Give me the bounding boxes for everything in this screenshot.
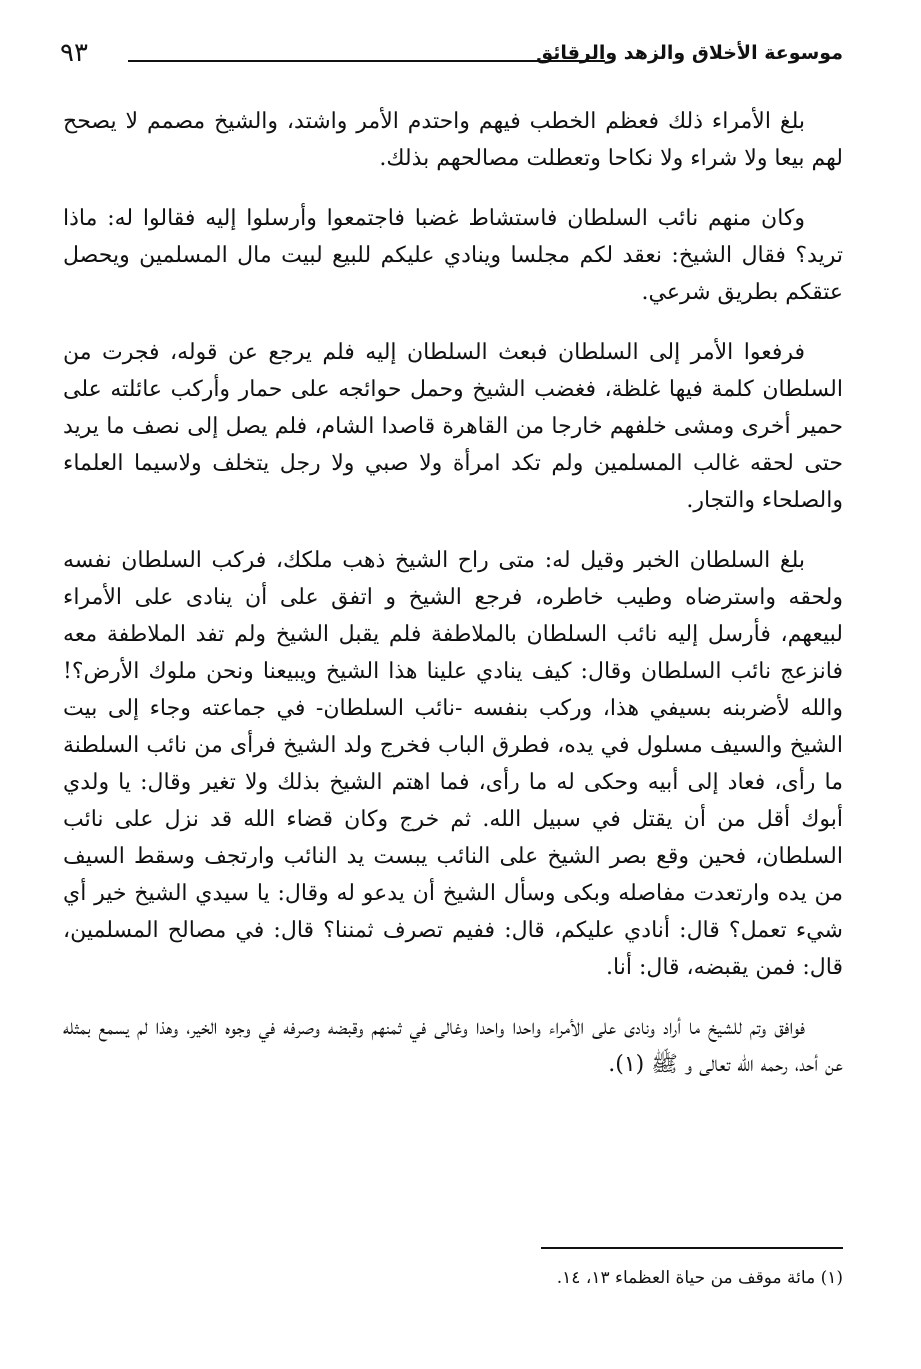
book-title: موسوعة الأخلاق والزهد والرقائق — [536, 42, 843, 64]
header-divider — [128, 60, 605, 62]
paragraph: فرفعوا الأمر إلى السلطان فبعث السلطان إليه فلم يرجع عن قوله، فجرت من السلطان كلمة فيها غلظة، فغضب الشيخ وحمل حوائجه على حمار وأركب عائلته على حمير أخرى ومشى خلفهم خارجا من القاهرة قاصدا الشام، فلم يصل إلى نصف ما يريد حتى لحقه غالب المسلمين ولم تكد امرأة ولا صبي ولا رجل يتخلف ولاسيما العلماء والصلحاء والتجار. — [63, 340, 843, 513]
paragraph: بلغ الأمراء ذلك فعظم الخطب فيهم واحتدم الأمر واشتد، والشيخ مصمم لا يصحح لهم بيعا ولا شراء ولا نكاحا وتعطلت مصالحهم بذلك. — [63, 109, 843, 171]
footnote-divider — [541, 1247, 843, 1249]
page-header — [60, 38, 843, 78]
footnote: (١) مائة موقف من حياة العظماء ١٣، ١٤. — [556, 1268, 843, 1288]
page-number: ٩٣ — [60, 38, 88, 68]
paragraph: وكان منهم نائب السلطان فاستشاط غضبا فاجتمعوا وأرسلوا إليه فقالوا له: ماذا تريد؟ فقال الشيخ: نعقد لكم مجلسا وينادي عليكم للبيع لبيت مال المسلمين ويحصل عتقكم بطريق شرعي. — [63, 206, 843, 305]
paragraph: فوافق وتم للشيخ ما أراد ونادى على الأمراء واحدا واحدا وغالى في ثمنهم وقبضه وصرفه في وجوه الخير، وهذا لم يسمع بمثله عن أحد، رحمه الله تعالى و ﷺ (١). — [63, 1015, 843, 1077]
paragraph: بلغ السلطان الخبر وقيل له: متى راح الشيخ ذهب ملكك، فركب السلطان نفسه ولحقه واسترضاه وطيب خاطره، فرجع الشيخ و اتفق على أن ينادى على الأمراء لبيعهم، فأرسل إليه نائب السلطان بالملاطفة فلم يقبل الشيخ ولم تفد الملاطفة معه فانزعج نائب السلطان وقال: كيف ينادي علينا هذا الشيخ ويبيعنا ونحن ملوك الأرض؟! والله لأضربنه بسيفي هذا، وركب بنفسه -نائب السلطان- في جماعته وجاء إلى بيت الشيخ والسيف مسلول في يده، فطرق الباب فخرج ولد الشيخ فرأى من نائب السلطنة ما رأى، فعاد إلى أبيه وحكى له ما رأى، فما اهتم الشيخ بذلك ولا تغير وقال: يا ولدي أبوك أقل من أن يقتل في سبيل الله. ثم خرج وكان قضاء الله قد نزل على نائب السلطان، فحين وقع بصر الشيخ على النائب يبست يد النائب وارتجف وسقط السيف من يده وارتعدت مفاصله وبكى وسأل الشيخ أن يدعو له وقال: يا سيدي الشيخ خير أي شيء تعمل؟ قال: أنادي عليكم، قال: ففيم تصرف ثمننا؟ قال: في مصالح المسلمين، قال: فمن يقبضه، قال: أنا. — [63, 548, 843, 980]
main-text — [63, 103, 843, 1083]
